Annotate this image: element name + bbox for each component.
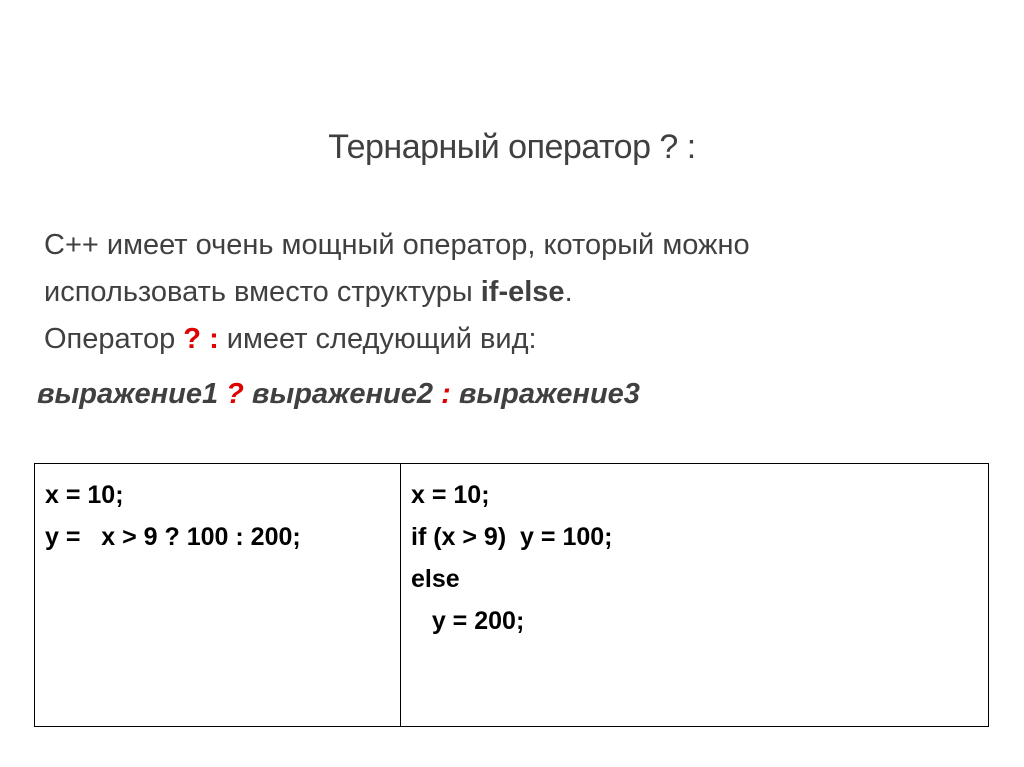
code-line: y = x > 9 ? 100 : 200; [45, 523, 301, 551]
if-else-code-cell [401, 464, 988, 726]
description-line-2 [44, 269, 984, 316]
description-line-2-prefix: использовать вместо структуры [44, 276, 481, 308]
code-comparison-table [34, 463, 989, 727]
question-mark-operator: ? [183, 323, 201, 355]
syntax-question-mark: ? [226, 378, 244, 410]
if-else-keyword: if-else [480, 276, 565, 308]
description-line-1-text: С++ имеет очень мощный оператор, который можно [44, 229, 750, 261]
description-paragraph [44, 222, 984, 363]
code-line: else [411, 565, 460, 593]
ternary-code-cell [35, 464, 401, 726]
code-line: x = 10; [45, 481, 124, 509]
colon-operator: : [209, 323, 219, 355]
description-line-3-prefix: Оператор [44, 323, 184, 355]
syntax-expression-3: выражение3 [450, 378, 640, 410]
code-line: if (x > 9) y = 100; [411, 523, 613, 551]
ternary-syntax [37, 378, 640, 411]
code-line: y = 200; [411, 607, 525, 635]
syntax-colon: : [441, 378, 451, 410]
description-line-1 [44, 222, 984, 269]
syntax-expression-2: выражение2 [243, 378, 442, 410]
slide-title: Тернарный оператор ? : [328, 128, 696, 166]
description-line-3-suffix: имеет следующий вид: [218, 323, 537, 355]
syntax-expression-1: выражение1 [37, 378, 227, 410]
description-line-2-suffix: . [564, 276, 573, 308]
description-line-3 [44, 316, 984, 363]
code-line: x = 10; [411, 481, 490, 509]
